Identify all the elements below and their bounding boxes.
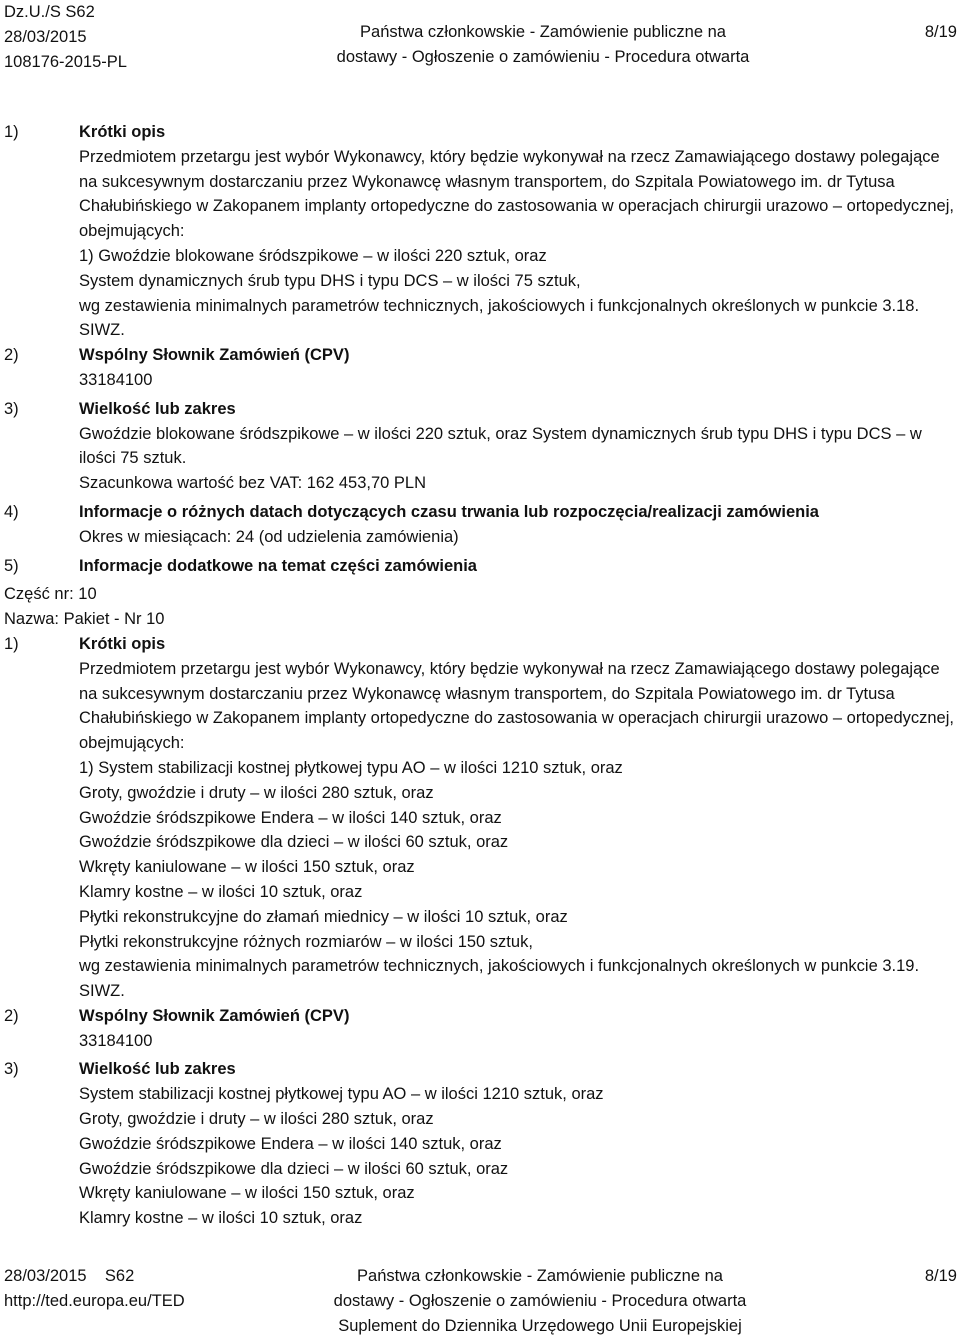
section-cpv: [0, 343, 960, 393]
item-line: Gwoździe śródszpikowe dla dzieci – w ilości 60 sztuk, oraz: [79, 833, 509, 852]
item-line: Płytki rekonstrukcyjne różnych rozmiarów – w ilości 150 sztuk,: [79, 932, 533, 951]
section-title: Wspólny Słownik Zamówień (CPV): [79, 1006, 350, 1025]
section-short-description: [0, 120, 960, 343]
section-additional-info: [0, 554, 960, 579]
item-line: System dynamicznych śrub typu DHS i typu DCS – w ilości 75 sztuk,: [79, 271, 581, 290]
section-text: Przedmiotem przetargu jest wybór Wykonawcy, który będzie wykonywał na rzecz Zamawiającego dostawy polegające na sukcesywnym dostarczaniu przez Wykonawcę własnym transportem, do Szpitala Powiatowego im. dr Tytusa Chałubińskiego w Zakopanem implanty ortopedyczne do zastosowania w operacjach chirurgii urazowo – ortopedycznej, obejmujących:: [79, 659, 954, 753]
section-cpv: [0, 1004, 960, 1054]
footer-title-line-2: dostawy - Ogłoszenie o zamówieniu - Procedura otwarta: [333, 1291, 747, 1310]
item-line: 1) System stabilizacji kostnej płytkowej typu AO – w ilości 1210 sztuk, oraz: [79, 758, 623, 777]
section-title: Krótki opis: [79, 634, 166, 653]
document-body: [0, 120, 960, 1231]
item-line: Klamry kostne – w ilości 10 sztuk, oraz: [79, 1209, 363, 1228]
item-line: Gwoździe śródszpikowe Endera – w ilości 140 sztuk, oraz: [79, 1134, 502, 1153]
header-title-line-1: Państwa członkowskie - Zamówienie publiczne na: [360, 23, 726, 41]
section-short-description: [0, 632, 960, 1004]
footer-date-series: 28/03/2015 S62: [4, 1267, 135, 1285]
item-line: System stabilizacji kostnej płytkowej typu AO – w ilości 1210 sztuk, oraz: [79, 1085, 604, 1104]
section-title: Krótki opis: [79, 123, 166, 141]
header-date: 28/03/2015: [4, 27, 87, 46]
section-number: 3): [4, 1060, 19, 1079]
item-line: Gwoździe śródszpikowe Endera – w ilości 140 sztuk, oraz: [79, 808, 502, 827]
section-title: Wielkość lub zakres: [79, 399, 236, 418]
cpv-code: 33184100: [79, 370, 153, 389]
footer-ted-link[interactable]: http://ted.europa.eu/TED: [4, 1291, 185, 1310]
header-title-line-2: dostawy - Ogłoszenie o zamówieniu - Procedura otwarta: [336, 47, 750, 66]
section-text: Gwoździe blokowane śródszpikowe – w ilości 220 sztuk, oraz System dynamicznych śrub typu DHS i typu DCS – w ilości 75 sztuk.: [79, 424, 922, 468]
section-number: 5): [4, 556, 19, 575]
lot-name: Nazwa: Pakiet - Nr 10: [4, 610, 165, 629]
footer-document-info: [4, 1264, 185, 1314]
duration-text: Okres w miesiącach: 24 (od udzielenia zamówienia): [79, 527, 459, 546]
section-title: Informacje o różnych datach dotyczących czasu trwania lub rozpoczęcia/realizacji zamówienia: [79, 502, 819, 521]
section-number: 1): [4, 123, 19, 141]
item-line: 1) Gwoździe blokowane śródszpikowe – w ilości 220 sztuk, oraz: [79, 246, 547, 265]
item-line: Płytki rekonstrukcyjne do złamań miednicy – w ilości 10 sztuk, oraz: [79, 907, 568, 926]
footer-title: [310, 1264, 770, 1338]
header-journal-ref: Dz.U./S S62: [4, 3, 95, 21]
footer-title-line-1: Państwa członkowskie - Zamówienie publiczne na: [357, 1267, 723, 1285]
header-notice-id: 108176-2015-PL: [4, 52, 127, 71]
section-title: Wielkość lub zakres: [79, 1060, 236, 1079]
section-title: Informacje dodatkowe na temat części zamówienia: [79, 556, 477, 575]
section-closing-text: wg zestawienia minimalnych parametrów technicznych, jakościowych i funkcjonalnych określonych w punkcie 3.18. SIWZ.: [79, 296, 920, 340]
item-line: Gwoździe śródszpikowe dla dzieci – w ilości 60 sztuk, oraz: [79, 1159, 509, 1178]
footer-page-number: 8/19: [924, 1267, 957, 1285]
estimated-value: Szacunkowa wartość bez VAT: 162 453,70 PLN: [79, 474, 426, 493]
section-dates: [0, 500, 960, 550]
header-title: [333, 20, 753, 70]
section-number: 2): [4, 346, 19, 365]
section-title: Wspólny Słownik Zamówień (CPV): [79, 346, 350, 365]
section-quantity-scope: [0, 1057, 960, 1231]
cpv-code: 33184100: [79, 1031, 153, 1050]
item-line: Groty, gwoździe i druty – w ilości 280 sztuk, oraz: [79, 1110, 434, 1129]
section-number: 1): [4, 634, 19, 653]
section-text: Przedmiotem przetargu jest wybór Wykonawcy, który będzie wykonywał na rzecz Zamawiającego dostawy polegające na sukcesywnym dostarczaniu przez Wykonawcę własnym transportem, do Szpitala Powiatowego im. dr Tytusa Chałubińskiego w Zakopanem implanty ortopedyczne do zastosowania w operacjach chirurgii urazowo – ortopedycznej, obejmujących:: [79, 147, 954, 241]
section-number: 4): [4, 502, 19, 521]
item-line: Wkręty kaniulowane – w ilości 150 sztuk, oraz: [79, 1184, 415, 1203]
section-number: 3): [4, 399, 19, 418]
header-document-info: [4, 0, 127, 74]
section-number: 2): [4, 1006, 19, 1025]
section-closing-text: wg zestawienia minimalnych parametrów technicznych, jakościowych i funkcjonalnych określonych w punkcie 3.19. SIWZ.: [79, 957, 920, 1001]
item-line: Groty, gwoździe i druty – w ilości 280 sztuk, oraz: [79, 783, 434, 802]
item-line: Wkręty kaniulowane – w ilości 150 sztuk, oraz: [79, 858, 415, 877]
lot-number: Część nr: 10: [4, 585, 97, 604]
item-line: Klamry kostne – w ilości 10 sztuk, oraz: [79, 882, 363, 901]
footer-title-line-3: Suplement do Dziennika Urzędowego Unii Europejskiej: [338, 1316, 742, 1335]
section-quantity-scope: [0, 397, 960, 496]
header-page-number: 8/19: [924, 23, 957, 41]
